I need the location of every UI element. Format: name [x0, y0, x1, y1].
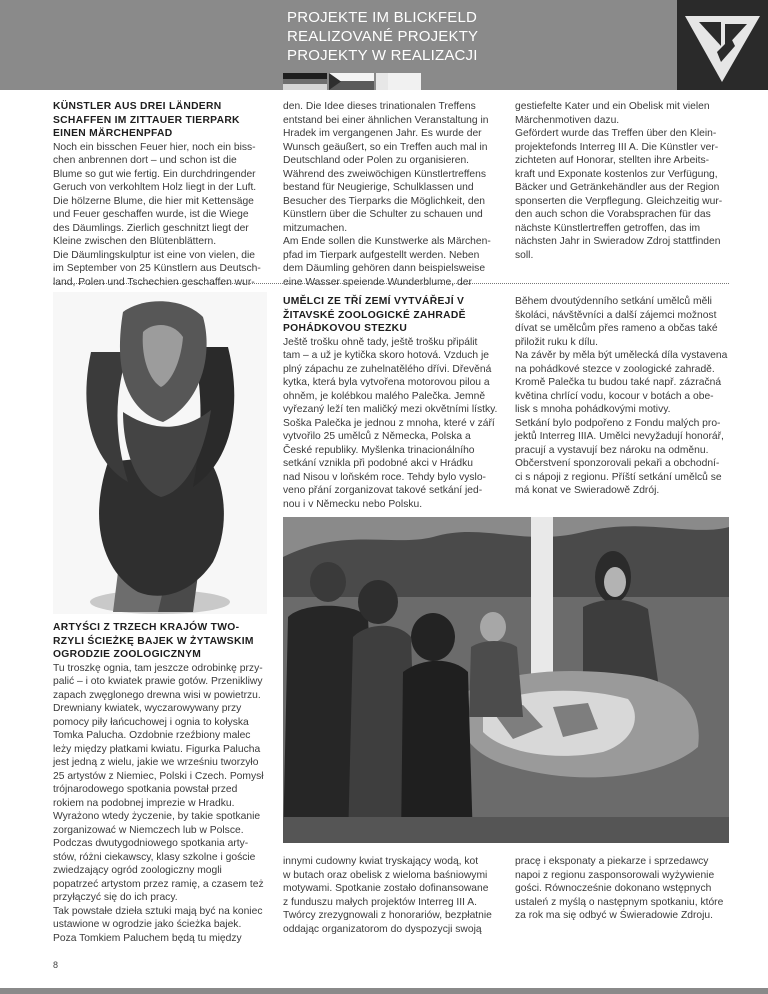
article-cz-text-2: Během dvoutýdenního setkání umělců měli školáci, návštěvníci a další zájemci možnost dívat se umělcům přes rameno a občas také přiložit ruku k dílu. Na závěr by měla být umělecká díla vystavena na pohádkové stezce v zoologické zahradě. Kromě Palečka tu budou také např. zázračná květina chrlící vodu, kocour v botách a obe- lisk s mnoha pohádkovými motivy. Setkání bylo podpořeno z Fondu malých pro- jektů Interreg IIIA. Umělci nevyžadují honorář, pracují a vystavují bez nároku na odměnu. Občerstvení sponzorovali pekaři a obchodní- ci s nápoji z regionu. Příští setkání umělců se má konat ve Swieradowě Zdrój.: [515, 296, 728, 496]
page-number: 8: [53, 960, 59, 970]
sculpture-photo: [53, 292, 267, 614]
article-pl-text-2: innymi cudowny kwiat tryskający wodą, kot w butach oraz obelisk z wieloma baśniowymi motywami. Spotkanie zostało dofinansowane z funduszu małych projektów Interreg III A. Twórcy zrezygnowali z honorariów, bezpłatnie oddając organizatorom do dyspozycji swoją: [283, 856, 492, 935]
article-de-text-2: den. Die Idee dieses trinationalen Treffens entstand bei einer ähnlichen Veranstaltung in Hradek im vergangenen Jahr. Es wurde der Wunsch geäußert, so ein Treffen auch mal in Deutschland oder Polen zu organisieren. Während des zweiwöchigen Künstlertreffens bestand für Neugierige, Schulklassen und Besucher des Tierparks die Möglichkeit, den Künstlern über die Schulter zu schauen und mitzumachen. Am Ende sollen die Kunstwerke als Märchen- pfad im Tierpark aufgestellt werden. Neben dem Däumling gehören dann beispielsweise eine Wasser speiende Wunderblume, der: [283, 101, 491, 288]
article-cz-col2: [283, 295, 501, 511]
euroregion-logo: [677, 0, 768, 90]
article-de-text-3: gestiefelte Kater und ein Obelisk mit vielen Märchenmotiven dazu. Gefördert wurde das Treffen über den Klein- projektefonds Interreg III A. Die Künstler ver- zichteten auf Honorar, stellten ihre Arbeits- kraft und Exponate kostenlos zur Verfügung, Bäcker und Getränkehändler aus der Region sponserten die Verpflegung. Gleichzeitig wur- den auch schon die Vorabsprachen für das nächste Künstlertreffen getroffen, das im nächsten Jahr in Swieradow Zdroj stattfinden soll.: [515, 101, 723, 261]
article-pl-heading: ARTYŚCI Z TRZECH KRAJÓW TWO- RZYLI ŚCIEŻKĘ BAJEK W ŻYTAWSKIM OGRODZIE ZOOLOGICZNYM: [53, 622, 254, 660]
article-cz-heading: UMĚLCI ZE TŘÍ ZEMÍ VYTVÁŘEJÍ V ŽITAVSKÉ ZOOLOGICKÉ ZAHRADĚ POHÁDKOVOU STEZKU: [283, 296, 466, 334]
article-cz-text-1: Ještě trošku ohně tady, ještě trošku připálit tam – a už je kytička skoro hotová. Vzduch je plný zápachu ze zuhelnatělého dřívi. Dřevěná kytka, která byla vytvořena motorovou pilou a ohněm, je kolébkou malého Palečka. Jemně vyřezaný leží ten maličký mezi okvětními lístky. Soška Palečka je jednou z mnoha, které v září vytvořilo 25 umělců z Německa, Polska a České republiky. Myšlenka trinacionálního setkání vznikla při podobné akci v Hrádku nad Nisou v loňském roce. Tehdy bylo vyslo- veno přání zorganizovat takové setkání jed- nou i v Německu nebo Polsku.: [283, 336, 498, 510]
flag-stripes: [283, 73, 463, 90]
article-pl-text-1: Tu troszkę ognia, tam jeszcze odrobinkę przy- palić – i oto kwiatek prawie gotów. Przenikliwy zapach zwęglonego drewna wisi w powietrzu. Drewniany kwiatek, wyczarowywany przy pomocy piły łańcuchowej i ognia to kołyska Tomka Palucha. Ozdobnie rzeźbiony malec leży między płatkami kwiatu. Figurka Palucha jest jedną z wielu, jakie we wrześniu tworzyło 25 artystów z Niemiec, Polski i Czech. Pomysł trójnarodowego spotkania powstał przed rokiem na podobnej imprezie w Hradku. Wyrażono wtedy życzenie, by takie spotkanie zorganizować w Niemczech lub w Polsce. Podczas dwutygodniowego spotkania arty- stów, różni ciekawscy, klasy szkolne i goście zwiedzający ogród zoologiczny mogli popatrzeć artystom przez ramię, a czasem też przyłączyć się do ich pracy. Tak powstałe dzieła sztuki mają być na koniec ustawione w ogrodzie jako ścieżka bajek. Poza Tomkiem Paluchem będą tu między: [53, 662, 264, 944]
header-bar: [0, 0, 768, 90]
footer-bar: [0, 988, 768, 994]
title-pl: PROJEKTY W REALIZACJI: [287, 47, 478, 64]
article-de-heading: KÜNSTLER AUS DREI LÄNDERN SCHAFFEN IM ZITTAUER TIERPARK EINEN MÄRCHENPFAD: [53, 101, 240, 139]
article-de-text-1: Noch ein bisschen Feuer hier, noch ein biss- chen anbrennen dort – und schon ist die Blume so gut wie fertig. Ein durchdringender Geruch von verkohltem Holz liegt in der Luft. Die hölzerne Blume, die hier mit Kettensäge und Feuer geschaffen wurde, ist die Wiege des Däumlings. Zierlich geschnitzt liegt der Kleine zwischen den Blütenblättern. Die Däumlingskulptur ist eine von vielen, die im September von 25 Künstlern aus Deutsch- land, Polen und Tschechien geschaffen wur-: [53, 141, 261, 288]
title-cz: REALIZOVANÉ PROJEKTY: [287, 28, 479, 45]
title-de: PROJEKTE IM BLICKFELD: [287, 9, 478, 26]
article-de-col1: [53, 100, 266, 289]
article-pl-col1: [53, 621, 266, 945]
section-titles: [287, 8, 478, 65]
divider: [53, 283, 729, 284]
group-photo: [283, 517, 729, 843]
article-pl-text-3: pracę i eksponaty a piekarze i sprzedawcy napoi z regionu zasponsorowali wyżywienie gości. Równocześnie dokonano wstępnych ustaleń z myślą o następnym spotkaniu, które za rok ma się odbyć w Świeradowie Zdroju.: [515, 856, 724, 921]
